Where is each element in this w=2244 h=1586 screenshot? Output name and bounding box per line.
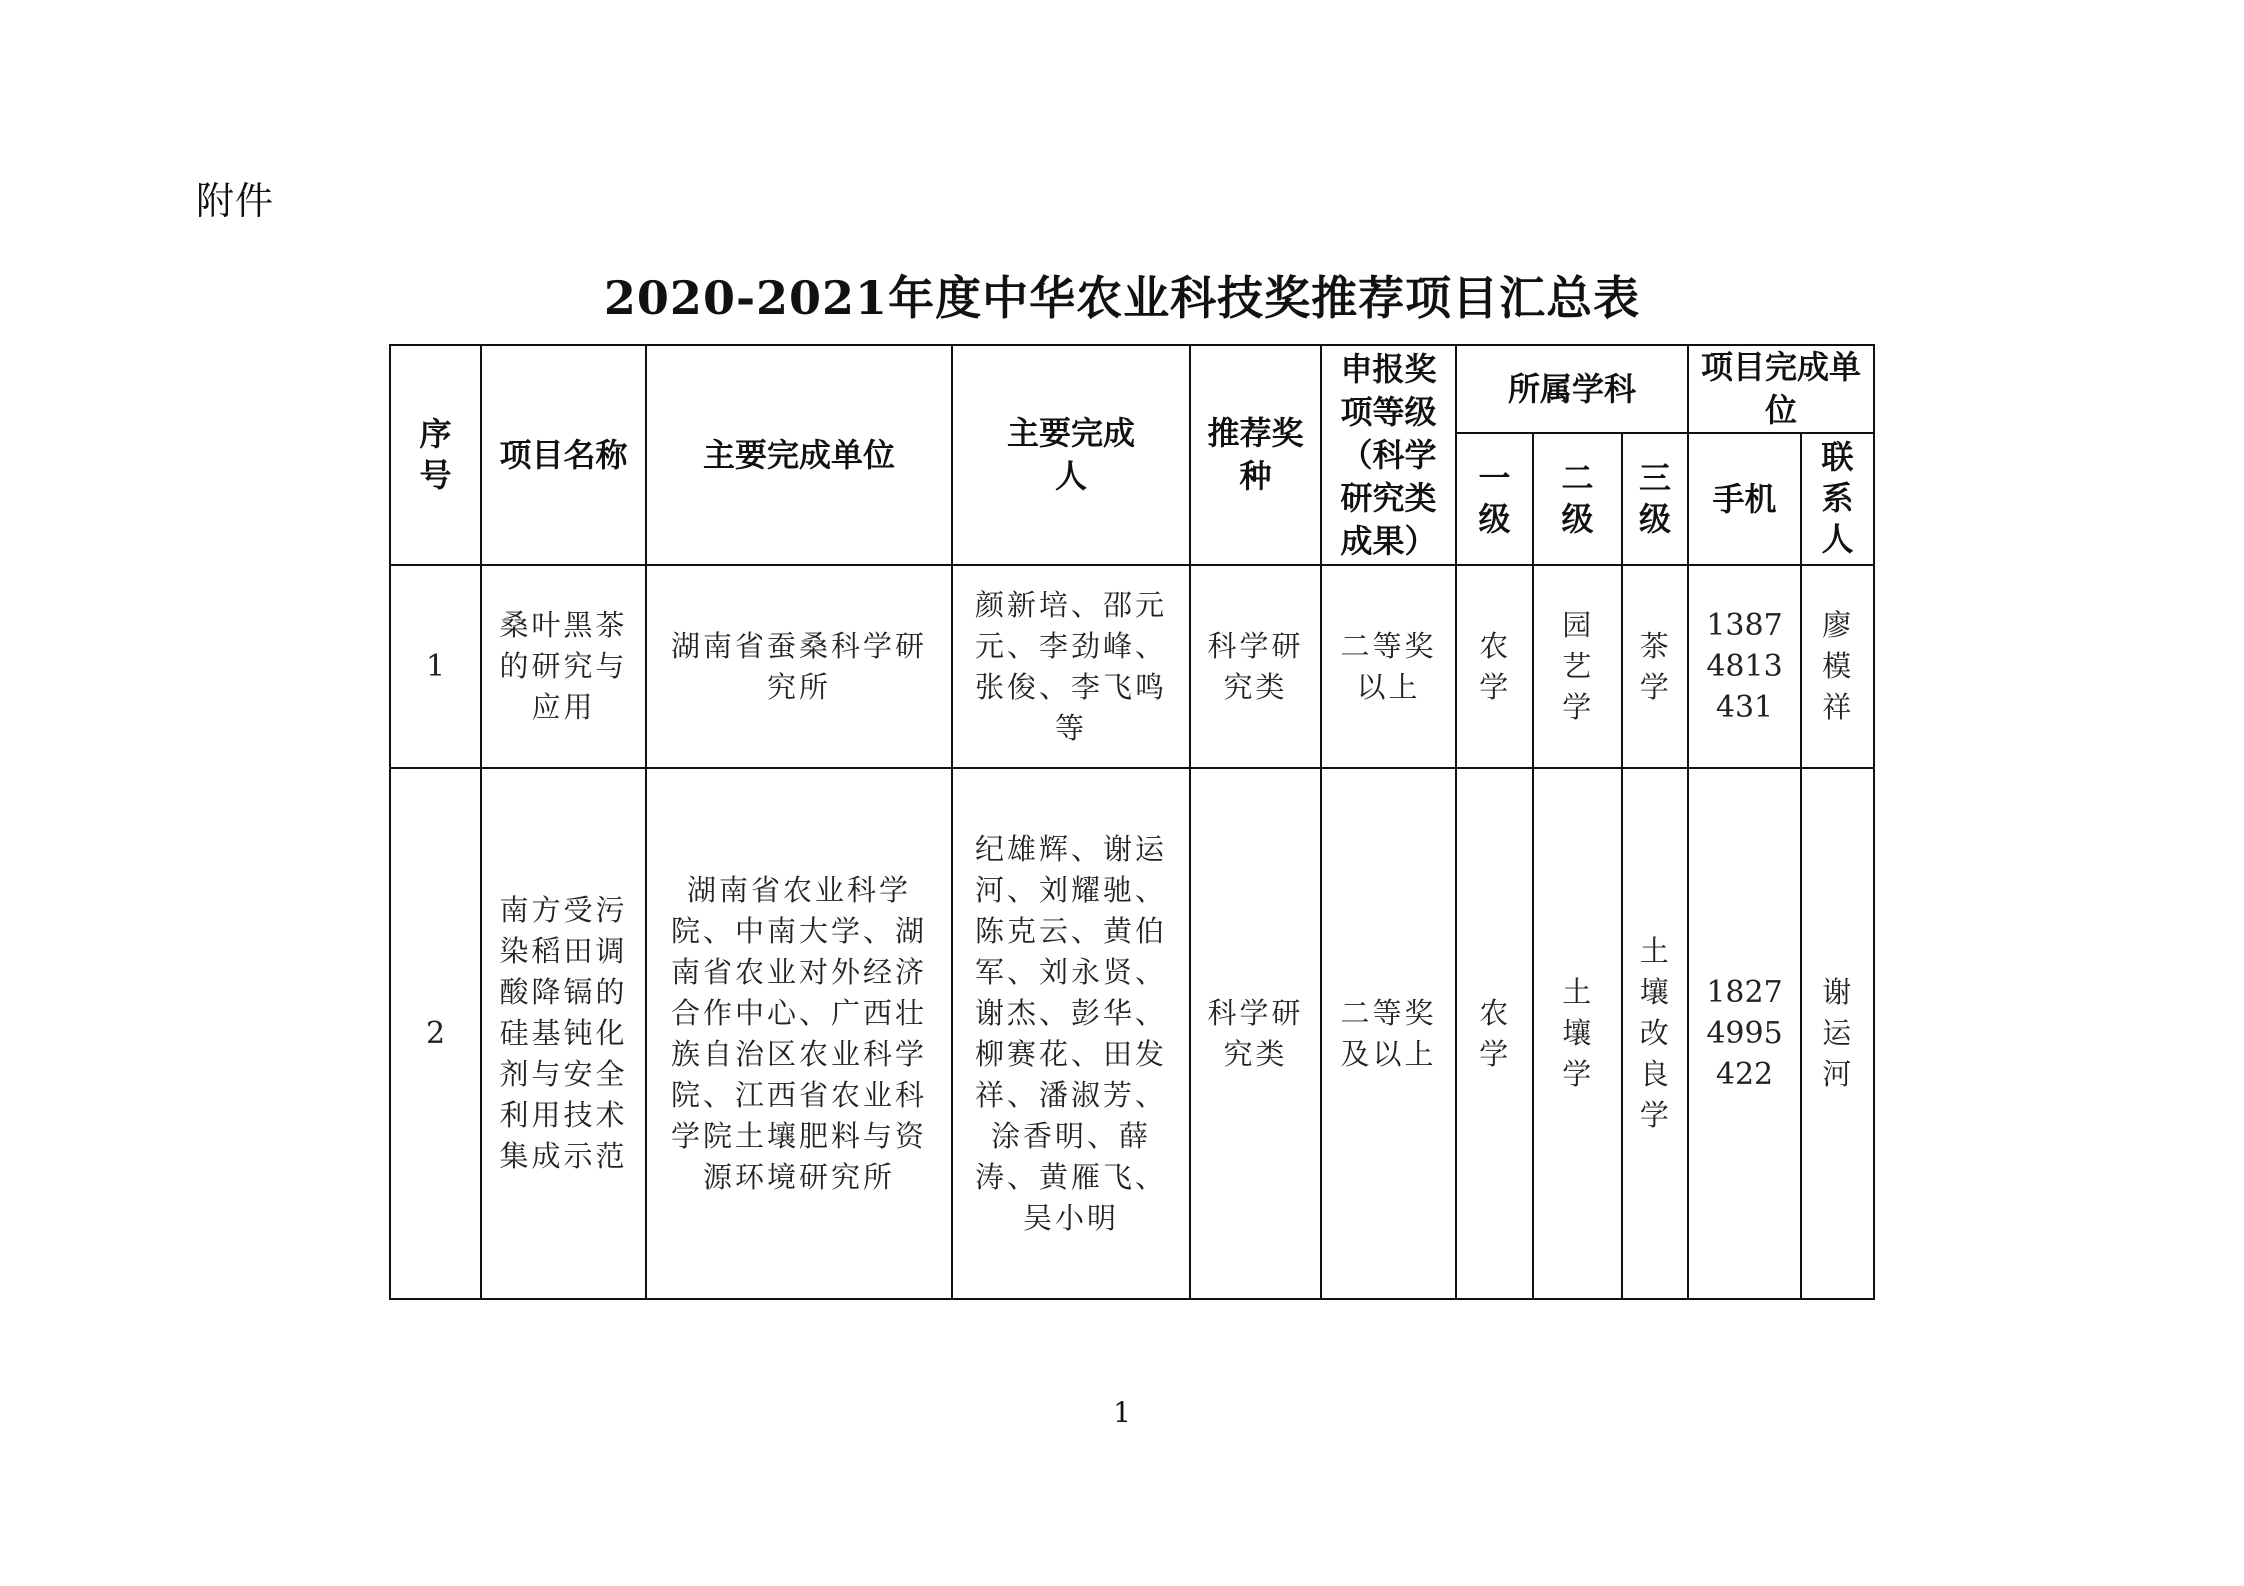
- header-main-unit: 主要完成单位: [646, 345, 952, 565]
- cell-level2: 园艺学: [1533, 565, 1622, 768]
- cell-level1: 农学: [1456, 768, 1533, 1299]
- cell-phone: 18274995422: [1688, 768, 1801, 1299]
- header-level2: 二级: [1533, 433, 1622, 565]
- cell-phone: 13874813431: [1688, 565, 1801, 768]
- header-contact-group: 项目完成单位: [1688, 345, 1874, 433]
- header-contact: 联系人: [1801, 433, 1874, 565]
- header-project-name: 项目名称: [481, 345, 646, 565]
- cell-award-type: 科学研究类: [1190, 565, 1321, 768]
- cell-project-name: 南方受污染稻田调酸降镉的硅基钝化剂与安全利用技术集成示范: [481, 768, 646, 1299]
- cell-contact: 廖模祥: [1801, 565, 1874, 768]
- cell-level3: 茶学: [1622, 565, 1688, 768]
- cell-award-type: 科学研究类: [1190, 768, 1321, 1299]
- header-level3: 三级: [1622, 433, 1688, 565]
- header-phone: 手机: [1688, 433, 1801, 565]
- cell-main-people: 纪雄辉、谢运河、刘耀驰、陈克云、黄伯军、刘永贤、谢杰、彭华、柳赛花、田发祥、潘淑芳、涂香明、薛涛、黄雁飞、吴小明: [952, 768, 1190, 1299]
- cell-index: 2: [390, 768, 481, 1299]
- cell-contact: 谢运河: [1801, 768, 1874, 1299]
- page-number: 1: [1113, 1396, 1131, 1429]
- header-award-level: 申报奖项等级（科学研究类成果）: [1321, 345, 1456, 565]
- cell-level1: 农学: [1456, 565, 1533, 768]
- cell-main-people: 颜新培、邵元元、李劲峰、张俊、李飞鸣等: [952, 565, 1190, 768]
- cell-level3: 土壤改良学: [1622, 768, 1688, 1299]
- cell-main-unit: 湖南省农业科学院、中南大学、湖南省农业对外经济合作中心、广西壮族自治区农业科学院、江西省农业科学院土壤肥料与资源环境研究所: [646, 768, 952, 1299]
- cell-level2: 土壤学: [1533, 768, 1622, 1299]
- header-level1: 一级: [1456, 433, 1533, 565]
- cell-award-level: 二等奖以上: [1321, 565, 1456, 768]
- header-main-people: 主要完成人: [952, 345, 1190, 565]
- table-row: [390, 768, 1874, 1299]
- header-index: 序号: [390, 345, 481, 565]
- cell-index: 1: [390, 565, 481, 768]
- cell-award-level: 二等奖及以上: [1321, 768, 1456, 1299]
- header-discipline-group: 所属学科: [1456, 345, 1688, 433]
- header-award-type: 推荐奖种: [1190, 345, 1321, 565]
- attachment-label: 附件: [196, 179, 275, 223]
- document-title: 2020-2021年度中华农业科技奖推荐项目汇总表: [603, 271, 1641, 325]
- header-row-1: [390, 345, 1874, 433]
- summary-table: [389, 344, 1875, 1300]
- table-row: [390, 565, 1874, 768]
- cell-main-unit: 湖南省蚕桑科学研究所: [646, 565, 952, 768]
- cell-project-name: 桑叶黑茶的研究与应用: [481, 565, 646, 768]
